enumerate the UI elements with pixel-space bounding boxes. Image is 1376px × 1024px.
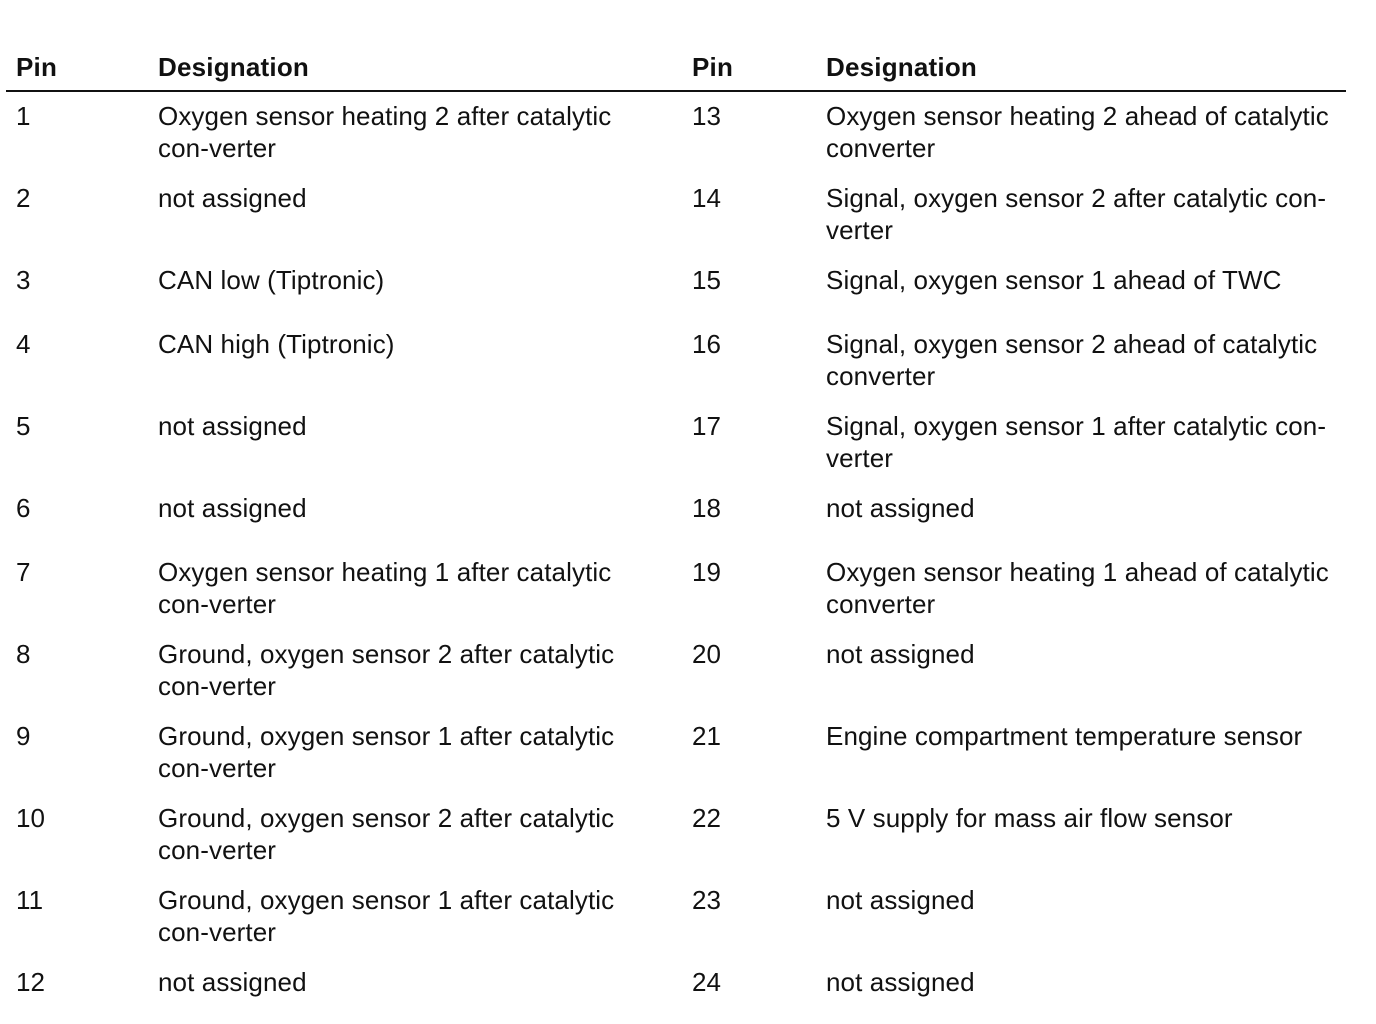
- pin-number-right: 21: [692, 721, 722, 751]
- table-row: [6, 550, 1346, 632]
- table-row: [6, 796, 1346, 878]
- table-row: [6, 486, 1346, 550]
- pin-number-left: 9: [16, 721, 31, 751]
- table-row: [6, 404, 1346, 486]
- pin-designation-left: Ground, oxygen sensor 1 after catalytic con-verter: [158, 885, 615, 947]
- table-row: [6, 258, 1346, 322]
- table-row: [6, 960, 1346, 1024]
- pin-number-right: 17: [692, 411, 722, 441]
- table-header-row: [6, 48, 1346, 91]
- pin-designation-left: CAN low (Tiptronic): [158, 265, 385, 295]
- pin-designation-left: not assigned: [158, 411, 307, 441]
- pin-designation-right: Oxygen sensor heating 2 ahead of catalytic converter: [826, 101, 1329, 163]
- pin-number-right: 18: [692, 493, 722, 523]
- pin-designation-right: Signal, oxygen sensor 2 after catalytic con-verter: [826, 183, 1327, 245]
- pin-designation-left: Oxygen sensor heating 1 after catalytic con-verter: [158, 557, 612, 619]
- table-row: [6, 878, 1346, 960]
- table-body: [6, 91, 1346, 1024]
- pin-number-left: 6: [16, 493, 31, 523]
- pin-number-right: 24: [692, 967, 722, 997]
- pin-number-left: 12: [16, 967, 46, 997]
- table-row: [6, 714, 1346, 796]
- pin-number-left: 1: [16, 101, 31, 131]
- pin-number-right: 14: [692, 183, 722, 213]
- table-row: [6, 176, 1346, 258]
- pin-designation-right: not assigned: [826, 639, 975, 669]
- pin-number-right: 13: [692, 101, 722, 131]
- pin-designation-right: Engine compartment temperature sensor: [826, 721, 1303, 751]
- pin-number-left: 3: [16, 265, 31, 295]
- pin-number-left: 11: [16, 885, 44, 915]
- pin-designation-left: Oxygen sensor heating 2 after catalytic con-verter: [158, 101, 612, 163]
- pin-designation-right: not assigned: [826, 885, 975, 915]
- pin-number-right: 16: [692, 329, 722, 359]
- pin-designation-left: Ground, oxygen sensor 2 after catalytic con-verter: [158, 803, 615, 865]
- pin-designation-right: 5 V supply for mass air flow sensor: [826, 803, 1233, 833]
- pin-designation-left: Ground, oxygen sensor 1 after catalytic con-verter: [158, 721, 615, 783]
- pin-number-right: 22: [692, 803, 722, 833]
- pin-designation-right: Signal, oxygen sensor 1 after catalytic con-verter: [826, 411, 1327, 473]
- table-row: [6, 632, 1346, 714]
- pin-assignment-table: [6, 48, 1346, 1024]
- pin-number-right: 19: [692, 557, 722, 587]
- pin-number-left: 2: [16, 183, 31, 213]
- pin-designation-left: CAN high (Tiptronic): [158, 329, 395, 359]
- pin-number-right: 20: [692, 639, 722, 669]
- pin-number-left: 4: [16, 329, 31, 359]
- pin-designation-left: not assigned: [158, 967, 307, 997]
- pin-number-left: 8: [16, 639, 31, 669]
- pin-designation-right: Oxygen sensor heating 1 ahead of catalytic converter: [826, 557, 1329, 619]
- pin-designation-right: Signal, oxygen sensor 2 ahead of catalytic converter: [826, 329, 1318, 391]
- header-pin-left: Pin: [6, 48, 148, 91]
- pin-number-right: 23: [692, 885, 722, 915]
- table-row: [6, 322, 1346, 404]
- pin-designation-left: not assigned: [158, 183, 307, 213]
- pin-designation-right: not assigned: [826, 493, 975, 523]
- table-row: [6, 91, 1346, 176]
- pin-number-right: 15: [692, 265, 722, 295]
- pin-designation-right: Signal, oxygen sensor 1 ahead of TWC: [826, 265, 1282, 295]
- pin-number-left: 7: [16, 557, 31, 587]
- pin-designation-right: not assigned: [826, 967, 975, 997]
- header-designation-left: Designation: [148, 48, 682, 91]
- header-pin-right: Pin: [682, 48, 816, 91]
- header-designation-right: Designation: [816, 48, 1346, 91]
- pin-number-left: 5: [16, 411, 31, 441]
- pin-designation-left: not assigned: [158, 493, 307, 523]
- pin-designation-left: Ground, oxygen sensor 2 after catalytic con-verter: [158, 639, 615, 701]
- pin-number-left: 10: [16, 803, 46, 833]
